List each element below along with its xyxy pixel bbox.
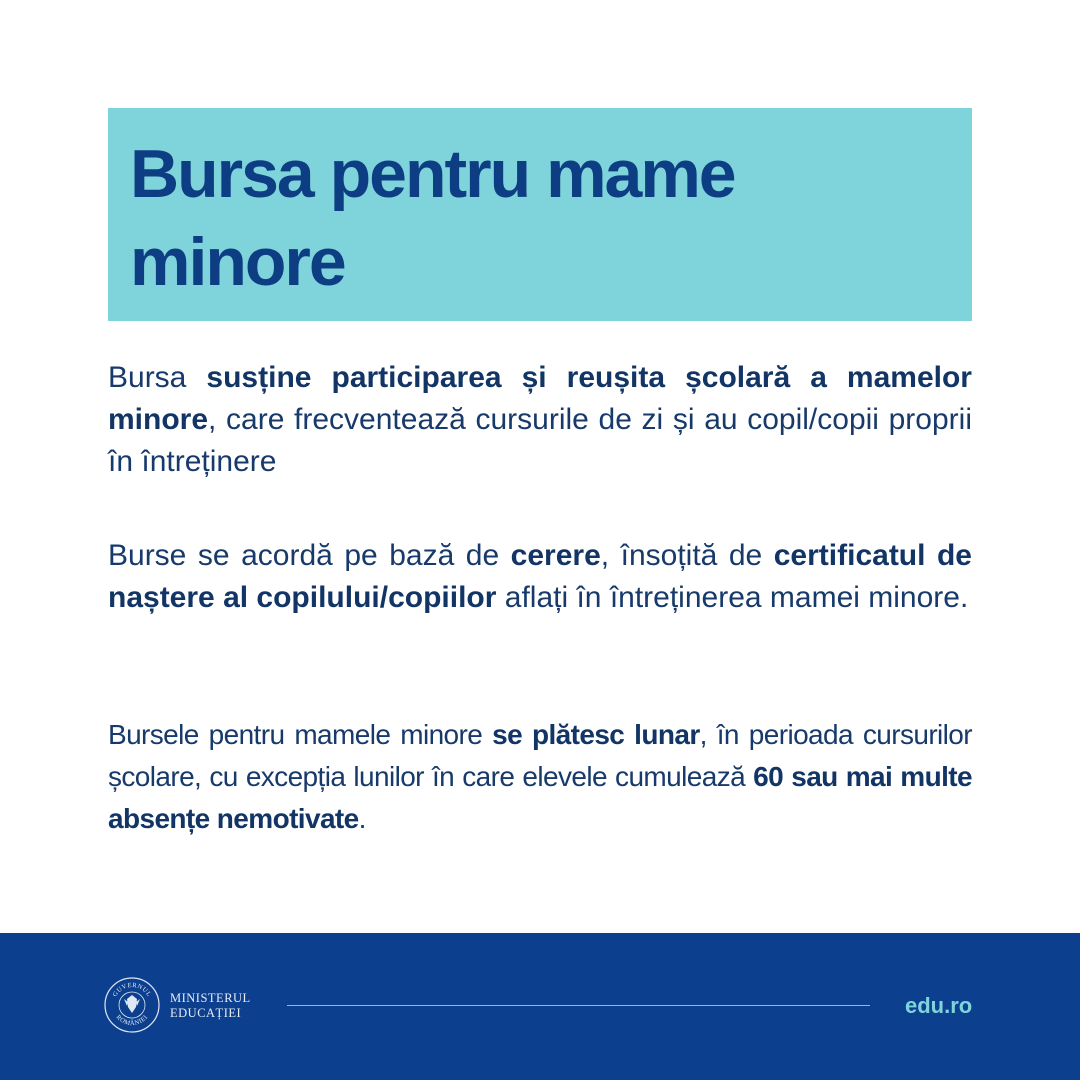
p3-bold-1: se plătesc lunar <box>492 719 700 750</box>
paragraph-payment <box>108 714 972 840</box>
title-line-1: Bursa pentru mame <box>130 136 735 212</box>
p3-bold-2: 60 sau mai multe absențe nemotivate <box>108 761 972 834</box>
p1-bold-1: susține participarea și reușita școlară a mamelor minore <box>108 361 972 436</box>
ministry-line-2: EDUCAȚIEI <box>170 1006 242 1020</box>
footer-bar <box>0 933 1080 1080</box>
footer-divider <box>287 1005 870 1006</box>
title-banner <box>108 108 972 321</box>
p2-text-3: aflați în întreținerea mamei minore. <box>496 581 969 614</box>
ministry-line-1: MINISTERUL <box>170 991 251 1005</box>
p3-text-3: . <box>358 803 366 834</box>
p1-text-1: Bursa <box>108 361 207 394</box>
p2-bold-2: certificatul de naștere al copilului/copiilor <box>108 539 972 614</box>
paragraph-purpose <box>108 357 972 483</box>
paragraph-application <box>108 535 972 619</box>
website-link[interactable]: edu.ro <box>905 993 973 1018</box>
ministry-name <box>170 991 251 1021</box>
p2-text-2: , însoțită de <box>600 539 774 572</box>
svg-text:ROMÂNIEI <box>115 1014 150 1027</box>
seal-text-bottom: ROMÂNIEI <box>114 1013 150 1028</box>
p2-bold-1: cerere <box>510 539 601 572</box>
title-line-2: minore <box>130 224 345 300</box>
p3-text-2: , în perioada cursurilor școlare, cu excepția lunilor în care elevele cumulează <box>108 719 972 792</box>
government-seal-icon <box>104 977 160 1033</box>
p3-text-1: Bursele pentru mamele minore <box>108 719 493 750</box>
page-title <box>130 130 948 306</box>
p2-text-1: Burse se acordă pe bază de <box>108 539 511 572</box>
p1-text-2: , care frecventează cursurile de zi și au copil/copii proprii în întreținere <box>108 403 972 478</box>
seal-text-top: GUVERNUL <box>111 981 153 999</box>
